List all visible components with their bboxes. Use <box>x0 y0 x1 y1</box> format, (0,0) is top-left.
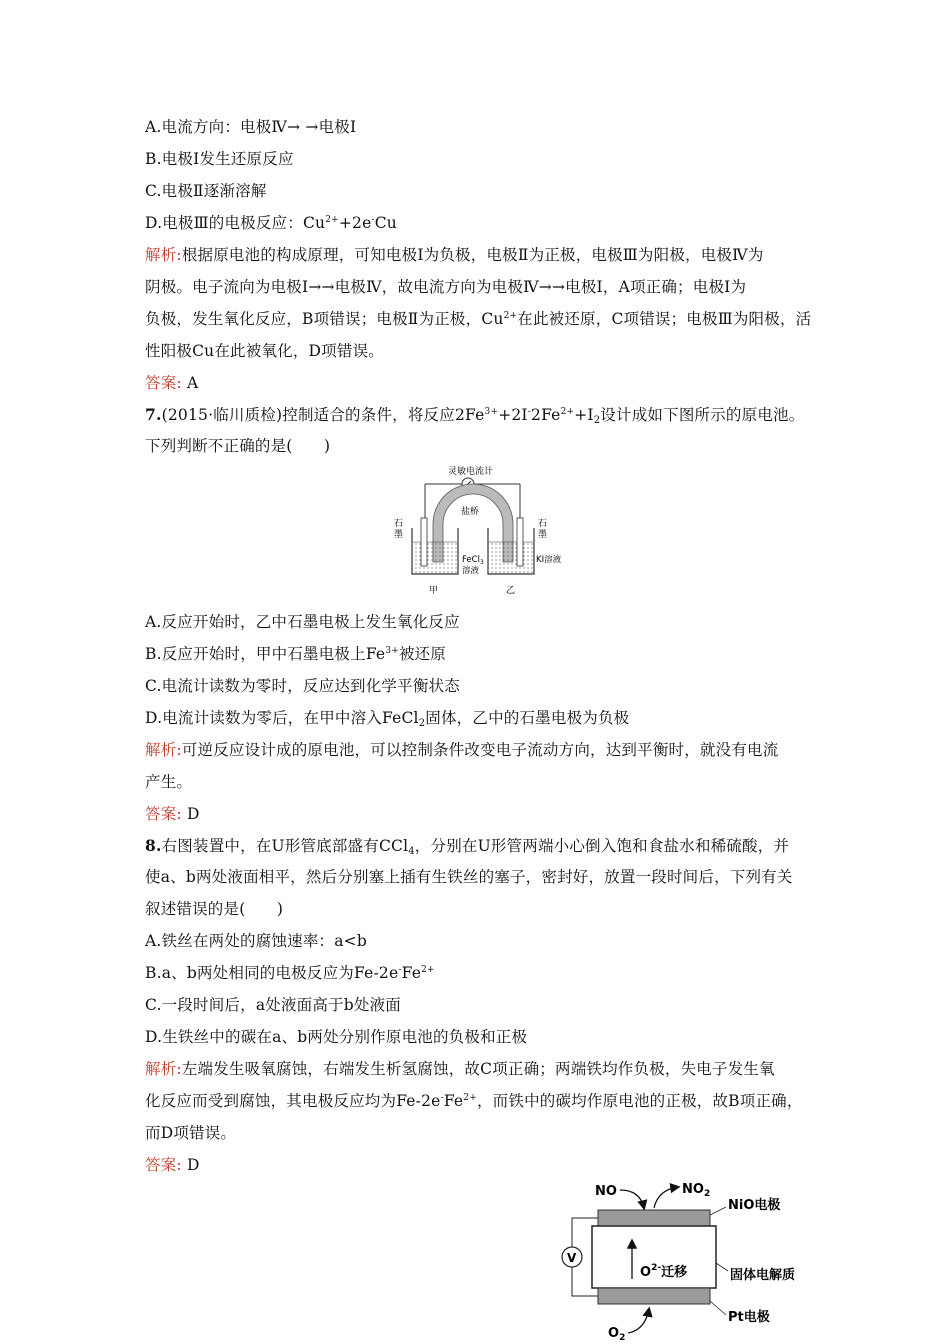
right-electrode-label-2: 墨 <box>538 530 548 540</box>
right-beaker-label: 乙 <box>506 586 516 596</box>
q6-analysis-line-1: 解析:根据原电池的构成原理，可知电极Ⅰ为负极，电极Ⅱ为正极，电极Ⅲ为阳极，电极Ⅳ为 <box>145 246 764 264</box>
q6-analysis-line-3: 负极，发生氧化反应，B项错误；电极Ⅱ为正极，$Cu^{2+}$在此被还原，C项错误；电极Ⅲ为阳极，活 <box>145 310 812 328</box>
answer-label: 答案: <box>145 1156 182 1174</box>
electrolyte-label: 固体电解质 <box>730 1268 796 1283</box>
q8-option-c: C.一段时间后，a处液面高于b处液面 <box>145 996 401 1014</box>
q6-option-b: B.电极Ⅰ发生还原反应 <box>145 150 294 168</box>
answer-label: 答案: <box>145 805 182 823</box>
nio-electrode-label: NiO电极 <box>728 1198 781 1213</box>
sensor-figure <box>550 1175 820 1344</box>
ion-migration-label: $O^{2-}$迁移 <box>640 1263 688 1280</box>
analysis-label: 解析: <box>145 741 182 759</box>
galvanic-cell-figure <box>370 462 580 602</box>
o2-label: $O_2$ <box>608 1326 626 1343</box>
q7-option-a: A.反应开始时，乙中石墨电极上发生氧化反应 <box>145 613 460 631</box>
right-solution-label: KI溶液 <box>536 555 562 565</box>
q8-option-d: D.生铁丝中的碳在a、b两处分别作原电池的负极和正极 <box>145 1028 528 1046</box>
left-solution-label-1: FeCl$_3$ <box>462 555 484 566</box>
left-electrode-label-2: 墨 <box>394 530 404 540</box>
q8-answer: 答案: D <box>145 1156 200 1174</box>
q8-stem-line-2: 使a、b两处液面相平，然后分别塞上插有生铁丝的塞子，密封好，放置一段时间后，下列有关 <box>145 868 793 886</box>
voltmeter-label: V <box>567 1251 577 1265</box>
q6-analysis-line-2: 阴极。电子流向为电极Ⅰ→→电极Ⅳ，故电流方向为电极Ⅳ→→电极Ⅰ，A项正确；电极Ⅰ为 <box>145 278 747 296</box>
q7-answer: 答案: D <box>145 805 200 823</box>
q7-option-d: D.电流计读数为零后，在甲中溶入FeCl$_2$固体，乙中的石墨电极为负极 <box>145 709 630 729</box>
q8-stem-line-3: 叙述错误的是( ) <box>145 900 284 918</box>
q7-analysis-line-2: 产生。 <box>145 773 193 791</box>
q7-stem-line-1: 7.(2015·临川质检)控制适合的条件，将反应$2Fe^{3+}+2I^-2Fe^{2+}+I_2$设计成如下图所示的原电池。 <box>145 405 805 426</box>
salt-bridge-label: 盐桥 <box>461 507 480 517</box>
q6-option-d: D.电极Ⅲ的电极反应：$Cu^{2+}+2e^-Cu$ <box>145 214 397 232</box>
q6-option-a: A.电流方向：电极Ⅳ→ →电极Ⅰ <box>145 118 357 136</box>
left-beaker-label: 甲 <box>429 586 439 596</box>
q6-answer: 答案: A <box>145 374 199 392</box>
pt-electrode-label: Pt电极 <box>728 1310 770 1325</box>
q8-stem-line-1: 8.右图装置中，在U形管底部盛有CCl$_4$，分别在U形管两端小心倒入饱和食盐水和稀硫酸，并 <box>145 836 790 857</box>
meter-label: 灵敏电流计 <box>448 467 494 477</box>
analysis-label: 解析: <box>145 246 182 264</box>
no-label: NO <box>595 1184 617 1199</box>
q7-option-b: B.反应开始时，甲中石墨电极上$Fe^{3+}$被还原 <box>145 645 447 663</box>
analysis-label: 解析: <box>145 1060 182 1078</box>
q7-analysis-line-1: 解析:可逆反应设计成的原电池，可以控制条件改变电子流动方向，达到平衡时，就没有电流 <box>145 741 779 759</box>
left-solution-label-2: 溶液 <box>462 566 480 576</box>
left-electrode-label-1: 石 <box>394 519 404 529</box>
q7-stem-line-2: 下列判断不正确的是( ) <box>145 437 331 455</box>
q7-option-c: C.电流计读数为零时，反应达到化学平衡状态 <box>145 677 460 695</box>
right-electrode-label-1: 石 <box>538 519 548 529</box>
answer-label: 答案: <box>145 374 182 392</box>
no2-label: $NO_2$ <box>682 1182 711 1199</box>
q8-analysis-line-2: 化反应而受到腐蚀，其电极反应均为$Fe-2e^-Fe^{2+}$，而铁中的碳均作原电池的正极，故B项正确， <box>145 1092 803 1110</box>
q8-analysis-line-3: 而D项错误。 <box>145 1124 237 1142</box>
q6-option-c: C.电极Ⅱ逐渐溶解 <box>145 182 267 200</box>
q6-analysis-line-4: 性阳极Cu在此被氧化，D项错误。 <box>145 342 384 360</box>
q8-analysis-line-1: 解析:左端发生吸氧腐蚀，右端发生析氢腐蚀，故C项正确；两端铁均作负极，失电子发生氧 <box>145 1060 775 1078</box>
q8-option-a: A.铁丝在两处的腐蚀速率：a<b <box>145 932 367 950</box>
q8-option-b: B.a、b两处相同的电极反应为$Fe-2e^-Fe^{2+}$ <box>145 964 435 982</box>
